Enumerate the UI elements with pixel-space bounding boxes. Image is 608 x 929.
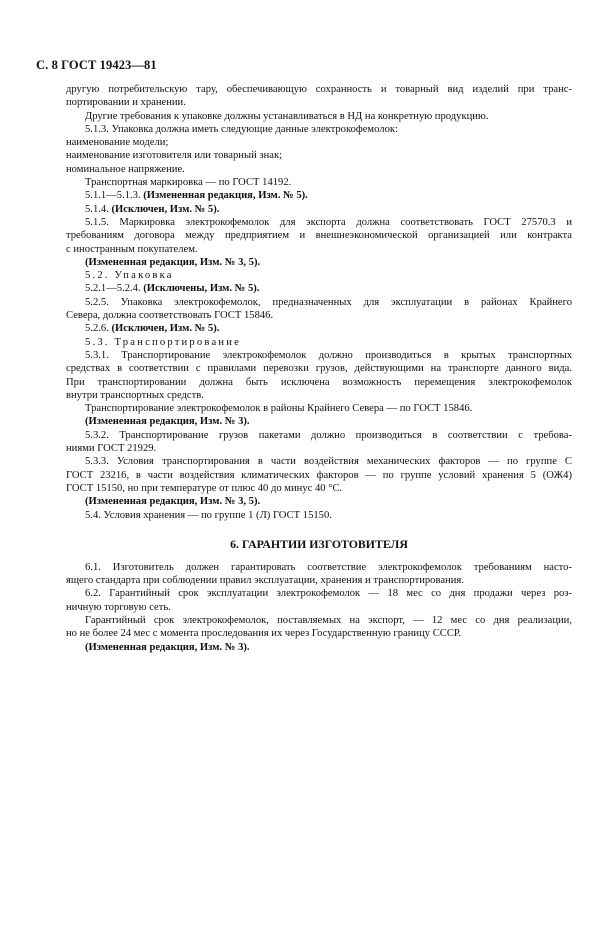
text-line: [66, 509, 572, 522]
amendment-note: (Исключены, Изм. № 5).: [143, 283, 260, 295]
amendment-note: (Измененная редакция, Изм. № 3).: [85, 416, 250, 428]
line-text: 5.3. Транспортирование: [85, 336, 241, 348]
line-text: 5.2.5. Упаковка электрокофемолок, предназначенных для эксплуатации в районах Крайнего: [85, 296, 572, 308]
text-line: [66, 429, 572, 442]
text-line: [66, 269, 572, 282]
text-line: [66, 349, 572, 362]
line-text: 5.2. Упаковка: [85, 270, 174, 282]
line-text: 5.2.1—5.2.4.: [85, 283, 144, 295]
line-text: При транспортировании должна быть исключена возможность перемещения электрокофемолок: [66, 376, 572, 388]
section-5-text: [66, 83, 572, 522]
text-line: [66, 561, 572, 574]
line-text: 5.1.3. Упаковка должна иметь следующие данные электрокофемолок:: [85, 123, 398, 135]
line-text: номинальное напряжение.: [66, 163, 185, 175]
text-line: [66, 163, 572, 176]
line-text: 6.1. Изготовитель должен гарантировать соответствие электрокофемолок требованиям насто-: [85, 561, 572, 573]
page-header: С. 8 ГОСТ 19423—81: [36, 58, 157, 72]
text-line: [66, 296, 572, 309]
line-text: 5.3.1. Транспортирование электрокофемолок должно производиться в крытых транспортных: [85, 349, 572, 361]
text-line: [66, 574, 572, 587]
line-text: другую потребительскую тару, обеспечивающую сохранность и товарный вид изделий при транс-: [66, 84, 572, 95]
line-text: ГОСТ 23216, в части воздействия климатических факторов — по группе условий хранения 5 (ОЖ4): [66, 469, 572, 481]
text-line: [66, 322, 572, 335]
line-text: внутри транспортных средств.: [66, 389, 204, 401]
text-line: [66, 469, 572, 482]
line-text: Севера, должна соответствовать ГОСТ 15846.: [66, 310, 274, 322]
line-text: наименование модели;: [66, 137, 169, 149]
text-line: [66, 614, 572, 627]
text-line: [66, 455, 572, 468]
text-line: [66, 110, 572, 123]
text-line: [66, 402, 572, 415]
text-line: [66, 203, 572, 216]
text-line: [66, 149, 572, 162]
line-text: 5.3.2. Транспортирование грузов пакетами должно производиться в соответствии с требова-: [85, 429, 572, 441]
text-line: [66, 641, 572, 654]
line-text: Другие требования к упаковке должны устанавливаться в НД на конкретную продукцию.: [85, 110, 489, 122]
line-text: 5.1.1—5.1.3.: [85, 190, 144, 202]
text-line: [66, 176, 572, 189]
line-text: средствах в соответствии с правилами перевозки грузов, действующими на транспорте данного вида.: [66, 363, 572, 375]
text-line: [66, 83, 572, 96]
amendment-note: (Исключен, Изм. № 5).: [111, 323, 220, 335]
text-line: [66, 256, 572, 269]
line-text: ниями ГОСТ 21929.: [66, 443, 157, 455]
amendment-note: (Измененная редакция, Изм. № 3).: [85, 641, 250, 653]
text-line: [66, 282, 572, 295]
section-title: 6. ГАРАНТИИ ИЗГОТОВИТЕЛЯ: [230, 536, 408, 551]
line-text: 5.3.3. Условия транспортирования в части воздействия механических факторов — по группе С: [85, 456, 572, 468]
text-line: [66, 415, 572, 428]
text-line: [66, 136, 572, 149]
text-line: [66, 601, 572, 614]
text-line: [66, 362, 572, 375]
section-6-text: [66, 561, 572, 654]
line-text: портировании и хранении.: [66, 97, 186, 109]
text-line: [66, 309, 572, 322]
line-text: ГОСТ 15150, но при температуре от плюс 40 до минус 40 °С.: [66, 482, 343, 494]
text-line: [66, 336, 572, 349]
text-line: [66, 243, 572, 256]
line-text: ничную торговую сеть.: [66, 601, 171, 613]
line-text: ящего стандарта при соблюдении правил эксплуатации, хранения и транспортирования.: [66, 575, 464, 587]
text-line: [66, 189, 572, 202]
amendment-note: (Измененная редакция, Изм. № 5).: [143, 190, 308, 202]
line-text: Транспортирование электрокофемолок в районы Крайнего Севера — по ГОСТ 15846.: [85, 403, 473, 415]
line-text: 5.2.6.: [85, 323, 112, 335]
amendment-note: (Измененная редакция, Изм. № 3, 5).: [85, 496, 261, 508]
text-line: [66, 587, 572, 600]
text-line: [66, 376, 572, 389]
text-line: [66, 216, 572, 229]
line-text: 5.4. Условия хранения — по группе 1 (Л) ГОСТ 15150.: [85, 509, 332, 521]
text-line: [66, 482, 572, 495]
text-line: [66, 389, 572, 402]
text-line: [66, 495, 572, 508]
text-line: [66, 123, 572, 136]
line-text: Транспортная маркировка — по ГОСТ 14192.: [85, 177, 292, 189]
document-body: [66, 83, 572, 654]
amendment-note: (Исключен, Изм. № 5).: [111, 203, 220, 215]
line-text: 6.2. Гарантийный срок эксплуатации электрокофемолок — 18 мес со дня продажи через роз-: [85, 588, 572, 600]
line-text: Гарантийный срок электрокофемолок, поставляемых на экспорт, — 12 мес со дня реализации,: [85, 614, 572, 626]
line-text: с иностранным покупателем.: [66, 243, 198, 255]
text-line: [66, 442, 572, 455]
line-text: 5.1.5. Маркировка электрокофемолок для экспорта должна соответствовать ГОСТ 27570.3 и: [85, 216, 572, 228]
line-text: но не более 24 мес с момента проследования их через Государственную границу СССР.: [66, 628, 462, 640]
line-text: наименование изготовителя или товарный знак;: [66, 150, 283, 162]
line-text: требованиям договора между предприятием и внешнеэкономической организацией или контракта: [66, 230, 572, 242]
text-line: [66, 229, 572, 242]
line-text: 5.1.4.: [85, 203, 112, 215]
text-line: [66, 96, 572, 109]
amendment-note: (Измененная редакция, Изм. № 3, 5).: [85, 256, 261, 268]
text-line: [66, 627, 572, 640]
